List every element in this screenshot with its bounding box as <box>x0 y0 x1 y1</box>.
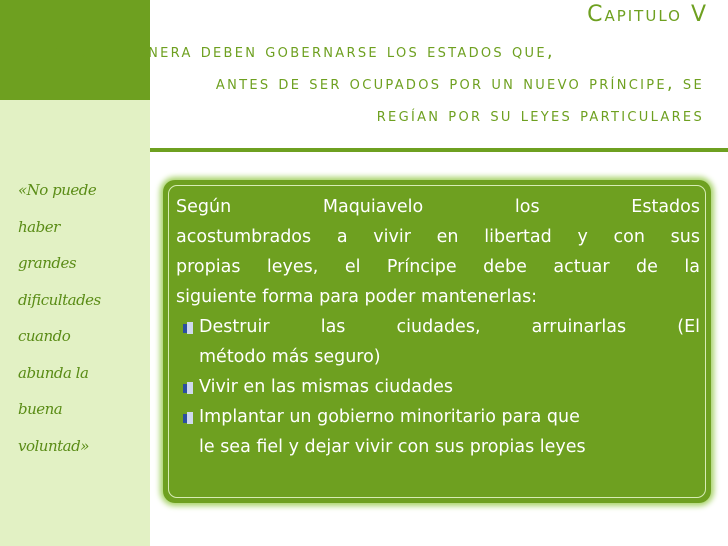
quote-line: voluntad» <box>18 436 89 455</box>
bullet-line: Implantar un gobierno minoritario para que <box>199 407 580 427</box>
bullet-item <box>176 402 700 462</box>
bullet-icon <box>183 412 193 424</box>
title-line: regían por su leyes particulares <box>376 105 704 126</box>
bullet-line: le sea fiel y dejar vivir con sus propias leyes <box>199 437 586 457</box>
intro-line: Según Maquiavelo los Estados <box>176 197 700 217</box>
quote-line: grandes <box>18 254 77 272</box>
sidebar-quote <box>18 172 148 464</box>
title-divider <box>150 148 728 152</box>
quote-line: «No puede <box>18 181 97 199</box>
page-title <box>14 36 704 132</box>
bullet-line: Destruir las ciudades, arruinarlas (El <box>199 317 700 337</box>
bullet-line: Vivir en las mismas ciudades <box>199 377 453 397</box>
bullet-line: método más seguro) <box>199 347 381 367</box>
intro-line: acostumbrados a vivir en libertad y con sus <box>176 227 700 247</box>
quote-line: buena <box>18 400 63 418</box>
content-text <box>176 192 700 462</box>
quote-line: haber <box>18 217 60 236</box>
title-line: ¿De qué manera deben gobernarse los estados que, <box>34 41 555 62</box>
quote-line: cuando <box>18 327 71 345</box>
quote-line: dificultades <box>18 290 101 309</box>
title-line: antes de ser ocupados por un nuevo príncipe, se <box>215 73 704 94</box>
quote-line: abunda la <box>18 363 89 382</box>
bullet-item <box>176 312 700 372</box>
intro-line: siguiente forma para poder mantenerlas: <box>176 287 538 307</box>
bullet-icon <box>183 322 193 334</box>
bullet-item <box>176 372 700 402</box>
intro-line: propias leyes, el Príncipe debe actuar de la <box>176 257 700 277</box>
chapter-label: Capitulo V <box>587 2 708 27</box>
bullet-icon <box>183 382 193 394</box>
intro-paragraph <box>176 192 700 312</box>
